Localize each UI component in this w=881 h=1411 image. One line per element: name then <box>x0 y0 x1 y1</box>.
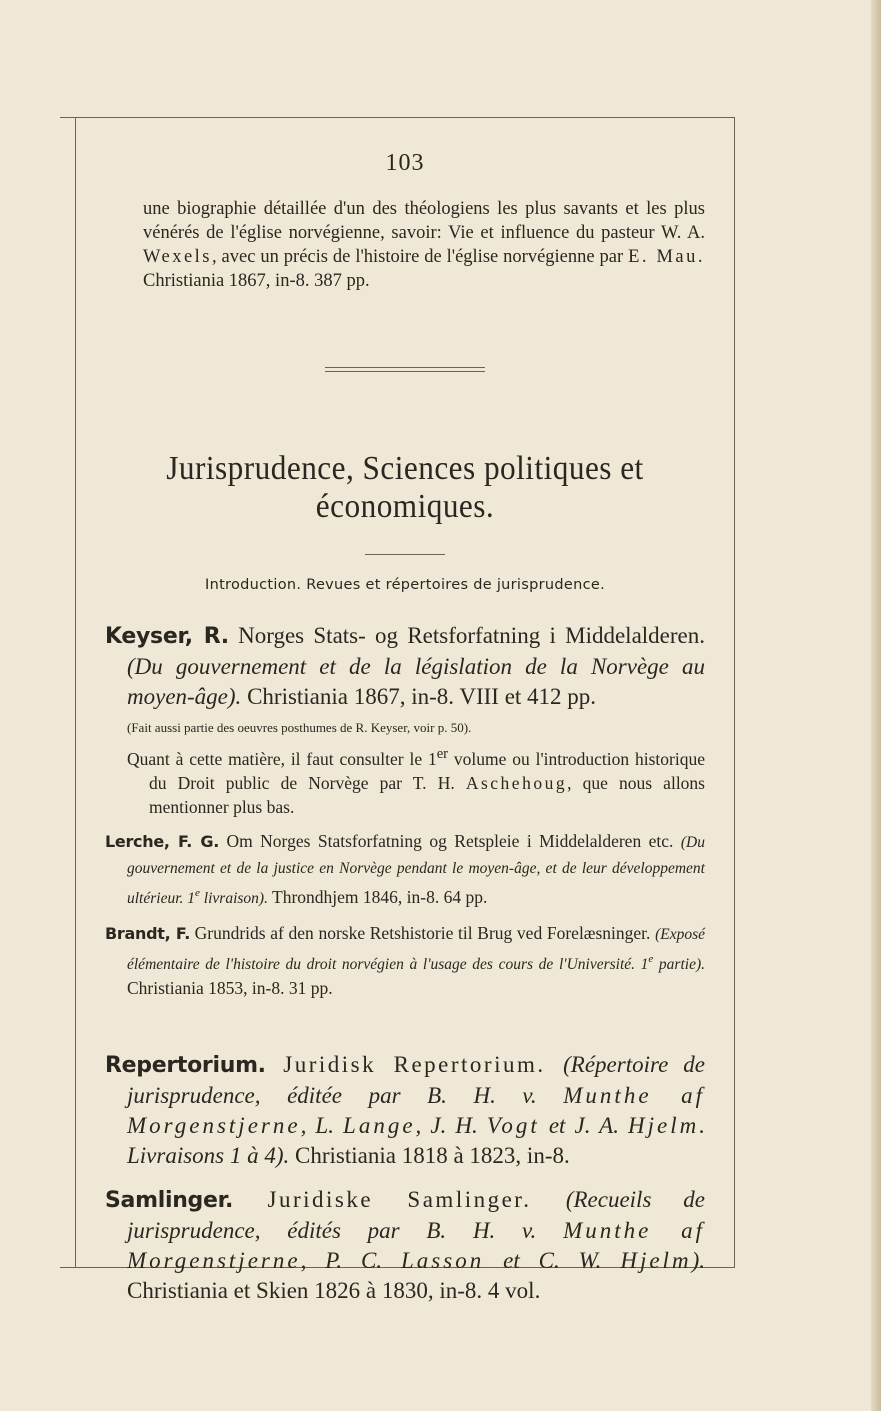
entry-imprint: Christiania et Skien 1826 à 1830, in-8. 4 vol. <box>127 1278 541 1304</box>
entry-translation: et J. A. <box>539 1113 629 1139</box>
cont-text: , que nous allons mentionner plus bas. <box>149 772 705 817</box>
entry-imprint: Throndhjem 1846, in-8. 64 pp. <box>267 886 488 907</box>
entry-author: Samlinger. <box>105 1188 234 1214</box>
entry-repertorium <box>105 1050 705 1171</box>
entry-author: Lerche, F. G. <box>105 831 220 851</box>
editor-name: Vogt <box>486 1113 540 1139</box>
entry-translation: (Du gouvernement et de la justice en Norvège pendant le moyen-âge, et de leur développement ultérieur. 1 <box>127 833 705 907</box>
entry-continuation <box>105 742 705 819</box>
entry-sup: e <box>195 886 200 899</box>
entry-translation: . Livraisons 1 à 4). <box>127 1113 706 1169</box>
entry-keyser <box>105 621 705 712</box>
entry-imprint: Christiania 1818 à 1823, in-8. <box>289 1143 570 1169</box>
entry-lerche <box>105 829 705 911</box>
cont-sup: er <box>436 746 449 762</box>
intro-text: une biographie détaillée d'un des théologiens les plus savants et les plus vénérés de l'église norvégienne, savoir: Vie et influence du pasteur W. A. <box>143 199 705 243</box>
double-divider <box>325 367 485 372</box>
cont-name: Aschehoug <box>465 772 568 793</box>
entry-translation-end: partie). <box>653 955 705 973</box>
entry-translation-end: livraison). <box>199 889 268 907</box>
intro-text: Christiania 1867, in-8. 387 pp. <box>143 271 370 291</box>
entry-translation: , L. <box>300 1113 344 1139</box>
title-rule <box>365 554 445 555</box>
entry-translation: (Recueils de jurisprudence, édités par B. H. v. <box>127 1187 705 1244</box>
entry-translation: (Du gouvernement et de la législation de la Norvège au moyen-âge). <box>127 654 705 709</box>
subheading: Introduction. Revues et répertoires de jurisprudence. <box>205 577 605 593</box>
intro-text: , avec un précis de l'histoire de l'église norvégienne par <box>212 247 629 267</box>
cont-text: Quant à cette matière, il faut consulter le 1 <box>127 748 437 769</box>
entry-title: Om Norges Statsforfatning og Retspleie i Middelalderen etc. <box>219 830 681 851</box>
intro-name: Wexels <box>143 247 212 267</box>
entry-title: Grundrids af den norske Retshistorie til Brug ved Forelæsninger. <box>189 922 656 943</box>
entry-translation: (Répertoire de jurisprudence, éditée par B. H. v. <box>127 1052 706 1109</box>
intro-author: E. Mau. <box>628 247 706 267</box>
entry-imprint: Christiania 1867, in-8. VIII et 412 pp. <box>241 684 597 709</box>
entry-title: Juridisk Repertorium. <box>265 1052 564 1078</box>
editor-name: Hjelm <box>620 1248 692 1274</box>
entry-translation: et C. W. <box>484 1248 621 1274</box>
entry-imprint: Christiania 1853, in-8. 31 pp. <box>127 978 333 999</box>
editor-name: Hjelm <box>628 1113 700 1139</box>
entry-title: Norges Stats- og Retsforfatning i Middelalderen. <box>228 623 706 648</box>
editor-name: Munthe af Morgenstjerne <box>127 1218 705 1274</box>
entry-samlinger <box>105 1185 705 1306</box>
entry-sup: e <box>648 952 654 965</box>
entry-author: Brandt, F. <box>105 923 190 943</box>
editor-name: Lange <box>343 1113 416 1139</box>
entry-translation: ). <box>691 1248 705 1274</box>
editor-name: Munthe af Morgenstjerne <box>127 1083 705 1139</box>
spacer <box>105 1000 705 1022</box>
entry-brandt <box>105 921 705 1001</box>
cont-text: volume ou l'introduction historique du Droit public de Norvège par T. H. <box>149 748 705 793</box>
entry-title: Juridiske Samlinger. <box>233 1187 566 1213</box>
entry-note: (Fait aussi partie des oeuvres posthumes de R. Keyser, voir p. 50). <box>127 720 472 735</box>
entry-translation: (Exposé élémentaire de l'histoire du droit norvégien à l'usage des cours de l'Université. 1 <box>127 925 705 973</box>
intro-paragraph <box>143 197 705 293</box>
entry-author: Repertorium. <box>105 1053 266 1079</box>
page-edge <box>871 0 881 1411</box>
page-number: 103 <box>385 150 425 176</box>
editor-name: Lasson <box>401 1248 485 1274</box>
entry-author: Keyser, R. <box>105 624 229 649</box>
section-title: Jurisprudence, Sciences politiques et économiques. <box>166 450 644 525</box>
page-content <box>105 150 705 1306</box>
entry-translation: , P. C. <box>300 1248 401 1274</box>
entry-translation: , J. H. <box>415 1113 487 1139</box>
